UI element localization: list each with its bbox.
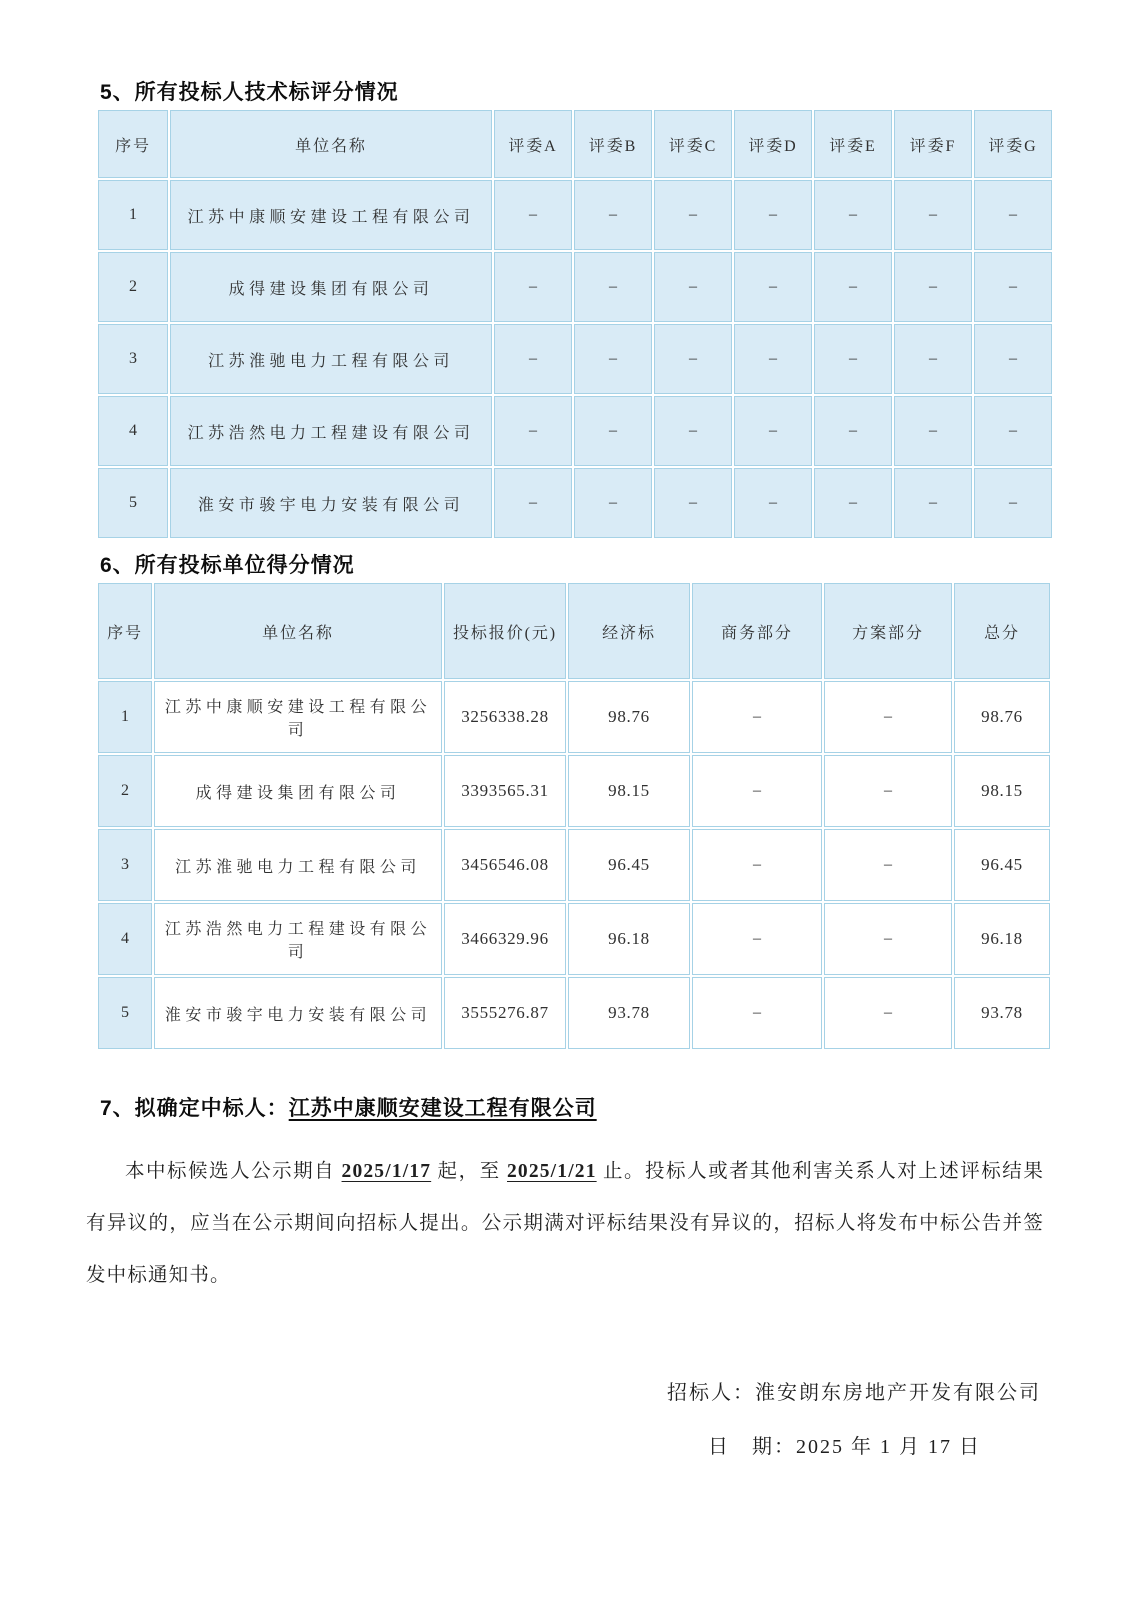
- cell-row1-col3: 3256338.28: [444, 681, 566, 753]
- cell-row3-col4: –: [574, 324, 652, 394]
- cell-row4-col7: –: [814, 396, 892, 466]
- cell-row2-col2: 成得建设集团有限公司: [170, 252, 492, 322]
- cell-row2-col3: –: [494, 252, 572, 322]
- cell-row3-col7: 96.45: [954, 829, 1050, 901]
- cell-row5-col1: 5: [98, 977, 152, 1049]
- section5-title: 5、所有投标人技术标评分情况: [100, 81, 399, 104]
- cell-row5-col6: –: [824, 977, 952, 1049]
- cell-row3-col2: 江苏淮驰电力工程有限公司: [170, 324, 492, 394]
- header-row: [98, 110, 1052, 178]
- cell-row4-col2: 江苏浩然电力工程建设有限公司: [154, 903, 442, 975]
- cell-row4-col7: 96.18: [954, 903, 1050, 975]
- cell-row3-col1: 3: [98, 829, 152, 901]
- cell-row1-col9: –: [974, 180, 1052, 250]
- cell-row1-col6: –: [734, 180, 812, 250]
- cell-row4-col5: –: [654, 396, 732, 466]
- publicity-end-date: 2025/1/21: [507, 1161, 597, 1182]
- signature-date-line: 日 期：2025 年 1 月 17 日: [708, 1436, 981, 1458]
- section6-title: 6、所有投标单位得分情况: [100, 554, 355, 577]
- column-header-2: 单位名称: [170, 110, 492, 178]
- table-row-2: [98, 755, 1050, 827]
- table-row-4: [98, 903, 1050, 975]
- cell-row2-col2: 成得建设集团有限公司: [154, 755, 442, 827]
- cell-row2-col8: –: [894, 252, 972, 322]
- column-header-8: 评委F: [894, 110, 972, 178]
- cell-row2-col5: –: [654, 252, 732, 322]
- technical-score-table: [96, 108, 1054, 540]
- column-header-6: 方案部分: [824, 583, 952, 679]
- header-row: [98, 583, 1050, 679]
- cell-row4-col3: –: [494, 396, 572, 466]
- table-row-2: [98, 252, 1052, 322]
- cell-row3-col5: –: [654, 324, 732, 394]
- column-header-7: 总分: [954, 583, 1050, 679]
- cell-row5-col1: 5: [98, 468, 168, 538]
- cell-row2-col4: –: [574, 252, 652, 322]
- notice-text-3: 止。投标人或者其他利害关系人对上述评标结果有异议的，应当在公示期间向招标人提出。公示期满对评标结果没有异议的，招标人将发布中标公告并签发中标通知书。: [86, 1161, 1044, 1286]
- cell-row2-col6: –: [734, 252, 812, 322]
- cell-row5-col5: –: [654, 468, 732, 538]
- column-header-1: 序号: [98, 583, 152, 679]
- cell-row5-col2: 淮安市骏宇电力安装有限公司: [170, 468, 492, 538]
- table-row-3: [98, 829, 1050, 901]
- cell-row2-col9: –: [974, 252, 1052, 322]
- cell-row5-col7: 93.78: [954, 977, 1050, 1049]
- cell-row4-col8: –: [894, 396, 972, 466]
- table-row-5: [98, 977, 1050, 1049]
- cell-row5-col8: –: [894, 468, 972, 538]
- cell-row1-col2: 江苏中康顺安建设工程有限公司: [154, 681, 442, 753]
- cell-row4-col2: 江苏浩然电力工程建设有限公司: [170, 396, 492, 466]
- cell-row2-col4: 98.15: [568, 755, 690, 827]
- cell-row1-col7: –: [814, 180, 892, 250]
- column-header-5: 评委C: [654, 110, 732, 178]
- cell-row4-col6: –: [734, 396, 812, 466]
- cell-row2-col7: –: [814, 252, 892, 322]
- cell-row2-col6: –: [824, 755, 952, 827]
- publicity-start-date: 2025/1/17: [341, 1161, 432, 1182]
- cell-row5-col3: 3555276.87: [444, 977, 566, 1049]
- cell-row1-col3: –: [494, 180, 572, 250]
- table-row-3: [98, 324, 1052, 394]
- column-header-1: 序号: [98, 110, 168, 178]
- cell-row4-col4: –: [574, 396, 652, 466]
- cell-row5-col6: –: [734, 468, 812, 538]
- table-row-4: [98, 396, 1052, 466]
- cell-row4-col6: –: [824, 903, 952, 975]
- cell-row2-col1: 2: [98, 755, 152, 827]
- cell-row3-col8: –: [894, 324, 972, 394]
- cell-row4-col4: 96.18: [568, 903, 690, 975]
- cell-row2-col3: 3393565.31: [444, 755, 566, 827]
- winner-label: 7、拟确定中标人：: [100, 1097, 289, 1120]
- cell-row1-col5: –: [654, 180, 732, 250]
- column-header-3: 评委A: [494, 110, 572, 178]
- cell-row1-col1: 1: [98, 681, 152, 753]
- cell-row3-col3: 3456546.08: [444, 829, 566, 901]
- cell-row4-col5: –: [692, 903, 822, 975]
- column-header-7: 评委E: [814, 110, 892, 178]
- tenderer-signature-line: 招标人：淮安朗东房地产开发有限公司: [667, 1382, 1041, 1404]
- cell-row1-col4: –: [574, 180, 652, 250]
- table-row-1: [98, 681, 1050, 753]
- cell-row1-col2: 江苏中康顺安建设工程有限公司: [170, 180, 492, 250]
- cell-row5-col3: –: [494, 468, 572, 538]
- cell-row1-col4: 98.76: [568, 681, 690, 753]
- column-header-9: 评委G: [974, 110, 1052, 178]
- table-row-1: [98, 180, 1052, 250]
- cell-row4-col1: 4: [98, 903, 152, 975]
- publicity-notice-paragraph: [86, 1146, 1044, 1302]
- cell-row3-col6: –: [824, 829, 952, 901]
- cell-row1-col1: 1: [98, 180, 168, 250]
- column-header-2: 单位名称: [154, 583, 442, 679]
- cell-row3-col7: –: [814, 324, 892, 394]
- cell-row3-col1: 3: [98, 324, 168, 394]
- notice-text-2: 起，至: [431, 1161, 507, 1182]
- cell-row3-col4: 96.45: [568, 829, 690, 901]
- column-header-6: 评委D: [734, 110, 812, 178]
- cell-row3-col2: 江苏淮驰电力工程有限公司: [154, 829, 442, 901]
- cell-row5-col2: 淮安市骏宇电力安装有限公司: [154, 977, 442, 1049]
- cell-row2-col5: –: [692, 755, 822, 827]
- cell-row1-col7: 98.76: [954, 681, 1050, 753]
- table-row-5: [98, 468, 1052, 538]
- cell-row5-col4: –: [574, 468, 652, 538]
- column-header-4: 评委B: [574, 110, 652, 178]
- notice-text-1: 本中标候选人公示期自: [125, 1161, 342, 1182]
- winner-name: 江苏中康顺安建设工程有限公司: [288, 1097, 597, 1120]
- cell-row5-col9: –: [974, 468, 1052, 538]
- cell-row2-col1: 2: [98, 252, 168, 322]
- column-header-5: 商务部分: [692, 583, 822, 679]
- cell-row4-col3: 3466329.96: [444, 903, 566, 975]
- section7-title: [100, 1092, 597, 1122]
- cell-row1-col6: –: [824, 681, 952, 753]
- column-header-3: 投标报价(元): [444, 583, 566, 679]
- cell-row3-col9: –: [974, 324, 1052, 394]
- total-score-table: [96, 581, 1052, 1051]
- cell-row2-col7: 98.15: [954, 755, 1050, 827]
- cell-row3-col5: –: [692, 829, 822, 901]
- cell-row3-col6: –: [734, 324, 812, 394]
- cell-row4-col9: –: [974, 396, 1052, 466]
- cell-row3-col3: –: [494, 324, 572, 394]
- column-header-4: 经济标: [568, 583, 690, 679]
- cell-row1-col8: –: [894, 180, 972, 250]
- cell-row5-col7: –: [814, 468, 892, 538]
- cell-row4-col1: 4: [98, 396, 168, 466]
- cell-row5-col4: 93.78: [568, 977, 690, 1049]
- cell-row1-col5: –: [692, 681, 822, 753]
- cell-row5-col5: –: [692, 977, 822, 1049]
